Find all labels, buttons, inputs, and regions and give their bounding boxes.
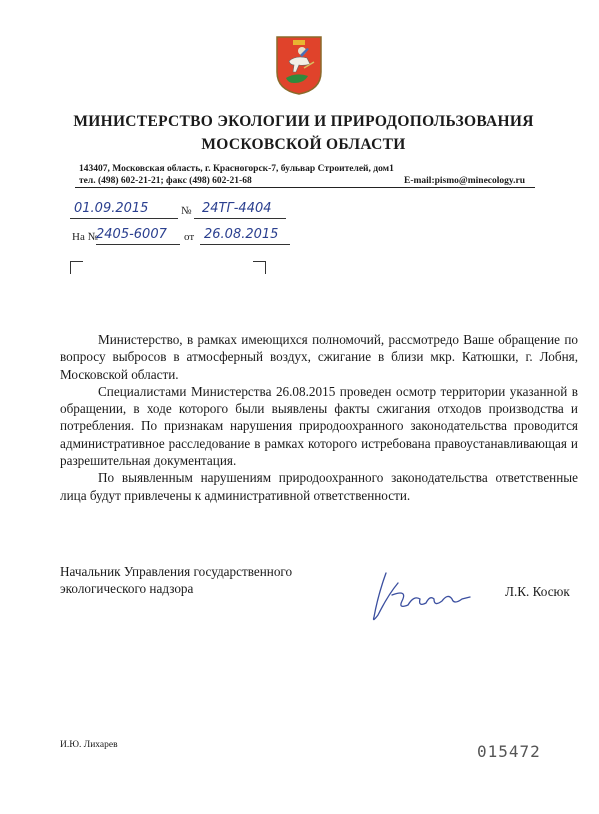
ministry-name: МИНИСТЕРСТВО ЭКОЛОГИИ И ПРИРОДОПОЛЬЗОВАНИЯ [73,113,534,130]
ministry-email: E-mail:pismo@minecology.ru [404,176,525,186]
body-paragraph-3: По выявленным нарушениям природоохранного законодательства ответственные лица будут привлечены к административной ответственности. [60,470,578,503]
addressee-corner-right [253,261,266,274]
ministry-address: 143407, Московская область, г. Красногорск-7, бульвар Строителей, дом1 [79,164,394,174]
number-label: № [181,205,192,217]
signatory-position [60,563,292,598]
registration-date: 01.09.2015 [74,201,149,216]
addressee-corner-left [70,261,83,274]
header-divider [75,187,535,188]
ministry-phone-fax: тел. (498) 602-21-21; факс (498) 602-21-68 [79,176,252,186]
reply-to-number: 2405-6007 [96,227,167,242]
handwritten-signature [368,565,478,630]
ministry-region: МОСКОВСКОЙ ОБЛАСТИ [201,136,406,153]
serial-number: 015472 [477,742,541,761]
reply-to-label: На № [72,231,99,243]
letter-body [60,331,578,504]
signatory-name: Л.К. Косюк [505,584,570,599]
registration-number: 24ТГ-4404 [202,201,272,216]
signatory-position-line1: Начальник Управления государственного [60,564,293,579]
coat-of-arms-emblem [274,34,324,96]
reply-to-date: 26.08.2015 [204,227,279,242]
body-paragraph-2: Специалистами Министерства 26.08.2015 проведен осмотр территории указанной в обращении, в ходе которого были выявлены факты сжигания отходов производства и потребления. По признакам нарушения природоохранного законодательства проводится административное расследование в рамках которого истребована правоустанавливающая и разрешительная документация. [60,383,578,469]
body-paragraph-1: Министерство, в рамках имеющихся полномочий, рассмотредо Ваше обращение по вопросу выбросов в атмосферный воздух, сжигание в близи мкр. Катюшки, г. Лобня, Московской области. [60,332,578,382]
from-label: от [184,231,195,243]
signatory-position-line2: экологического надзора [60,581,194,597]
executor-name: И.Ю. Лихарев [60,740,118,750]
